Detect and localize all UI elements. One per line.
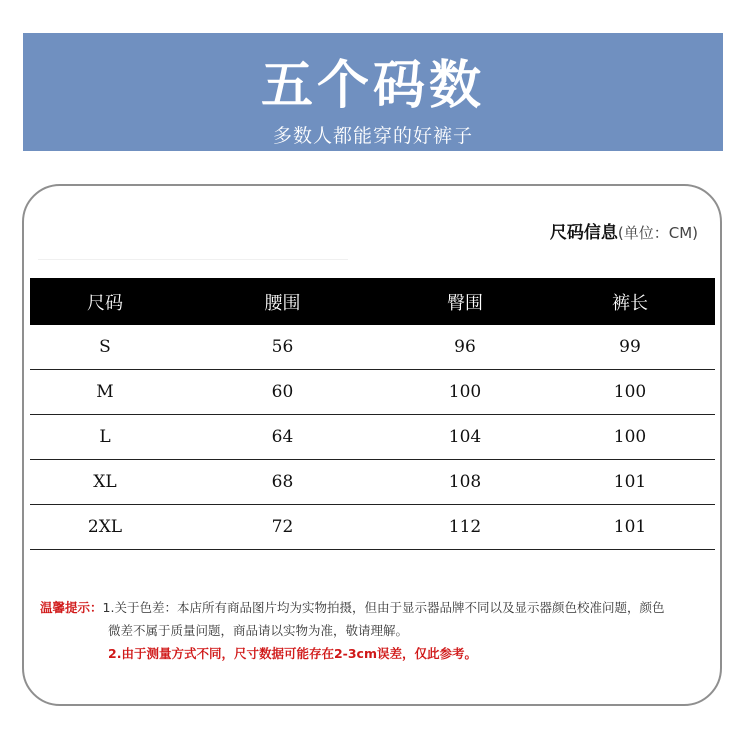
cell-length: 101 <box>545 460 715 505</box>
cell-length: 100 <box>545 415 715 460</box>
tip-1-text: 1.关于色差：本店所有商品图片均为实物拍摄，但由于显示器品牌不同以及显示器颜色校准问题，颜色 <box>102 600 665 615</box>
cell-size: M <box>30 370 180 415</box>
banner-subtitle: 多数人都能穿的好裤子 <box>272 125 473 147</box>
tip-2-text: 2.由于测量方式不同，尺寸数据可能存在2-3cm误差，仅此参考。 <box>108 646 477 661</box>
cell-hip: 96 <box>385 325 545 370</box>
size-table <box>30 278 715 550</box>
cell-size: L <box>30 415 180 460</box>
banner-title: 五个码数 <box>260 56 485 116</box>
cell-waist: 60 <box>180 370 385 415</box>
cell-waist: 64 <box>180 415 385 460</box>
cell-hip: 108 <box>385 460 545 505</box>
cell-waist: 56 <box>180 325 385 370</box>
table-row <box>30 370 715 415</box>
column-header-length: 裤长 <box>545 278 715 325</box>
column-header-waist: 腰围 <box>180 278 385 325</box>
table-row <box>30 415 715 460</box>
size-info-heading <box>550 218 698 243</box>
cell-length: 99 <box>545 325 715 370</box>
cell-length: 100 <box>545 370 715 415</box>
tips-section <box>40 596 710 665</box>
cell-size: S <box>30 325 180 370</box>
table-row <box>30 325 715 370</box>
cell-hip: 100 <box>385 370 545 415</box>
tips-label: 温馨提示： <box>40 600 103 615</box>
size-info-title: 尺码信息 <box>549 223 618 243</box>
table-row <box>30 460 715 505</box>
column-header-hip: 臀围 <box>385 278 545 325</box>
header-banner <box>23 33 723 151</box>
table-row <box>30 505 715 550</box>
cell-hip: 104 <box>385 415 545 460</box>
table-header-row <box>30 278 715 325</box>
cell-size: 2XL <box>30 505 180 550</box>
tip-1-continuation: 微差不属于质量问题，商品请以实物为准，敬请理解。 <box>108 623 409 638</box>
cell-waist: 68 <box>180 460 385 505</box>
cell-size: XL <box>30 460 180 505</box>
tip-line-1 <box>40 596 710 619</box>
cell-length: 101 <box>545 505 715 550</box>
column-header-size: 尺码 <box>30 278 180 325</box>
unit-label: (单位：CM) <box>617 224 698 242</box>
divider <box>38 259 348 260</box>
cell-waist: 72 <box>180 505 385 550</box>
cell-hip: 112 <box>385 505 545 550</box>
